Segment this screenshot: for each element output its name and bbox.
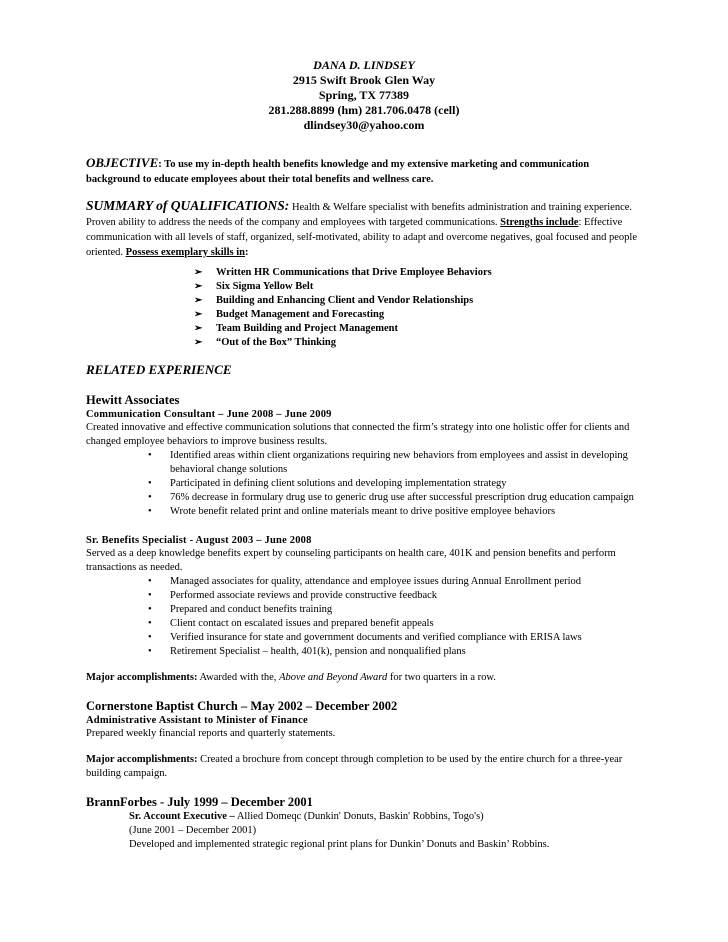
list-item	[148, 631, 642, 645]
role-clients: Allied Domeqc (Dunkin' Donuts, Baskin' Robbins, Togo's)	[234, 811, 484, 822]
skill-item	[190, 294, 642, 308]
role-communication-consultant: Communication Consultant – June 2008 – June 2009	[86, 409, 332, 420]
bullet-icon: •	[148, 478, 152, 489]
role-sr-benefits-specialist: Sr. Benefits Specialist - August 2003 – June 2008	[86, 535, 312, 546]
objective-title: OBJECTIVE	[86, 155, 159, 170]
list-item	[148, 505, 642, 519]
role-description: Developed and implemented strategic regional print plans for Dunkin’ Donuts and Baskin’ Robbins.	[129, 839, 550, 850]
bullet-icon: •	[148, 604, 152, 615]
bullet-icon: •	[148, 576, 152, 587]
role-sr-account-executive	[129, 810, 642, 824]
award-name: Above and Beyond Award	[279, 672, 388, 683]
skill-text: Six Sigma Yellow Belt	[216, 281, 314, 292]
bullet-icon: •	[148, 492, 152, 503]
skill-item	[190, 308, 642, 322]
objective-text: : To use my in-depth health benefits knowledge and my extensive marketing and communication background to educate employees about their total benefits and wellness care.	[86, 159, 590, 185]
list-item-text: Performed associate reviews and provide constructive feedback	[170, 590, 438, 601]
skill-item	[190, 280, 642, 294]
related-experience-title: RELATED EXPERIENCE	[86, 362, 232, 377]
role-administrative-assistant: Administrative Assistant to Minister of Finance	[86, 715, 308, 726]
accomplishments-text: Created a brochure from concept through completion to be used by the entire church for a three-year building campaign.	[86, 754, 623, 779]
skill-text: Budget Management and Forecasting	[216, 309, 385, 320]
bullet-icon: •	[148, 618, 152, 629]
skill-text: Building and Enhancing Client and Vendor Relationships	[216, 295, 474, 306]
skills-colon: :	[244, 247, 249, 258]
arrow-bullet-icon: ➢	[194, 337, 203, 348]
responsibilities-list	[86, 449, 642, 519]
address-line-1: 2915 Swift Brook Glen Way	[292, 73, 436, 87]
role-title: Sr. Account Executive –	[129, 811, 235, 822]
resume-page	[86, 58, 642, 852]
bullet-icon: •	[148, 450, 152, 461]
list-item-text: Participated in defining client solutions and developing implementation strategy	[170, 478, 507, 489]
accomplishments-label: Major accomplishments:	[86, 672, 198, 683]
accomplishments-text: Awarded with the,	[197, 672, 280, 683]
summary-title: SUMMARY of QUALIFICATIONS:	[86, 198, 290, 213]
company-cornerstone: Cornerstone Baptist Church – May 2002 – December 2002	[86, 699, 398, 713]
role-description: Served as a deep knowledge benefits expert by counseling participants on health care, 401K and pension benefits and perform transactions as needed.	[86, 548, 616, 573]
hewitt-accomplishments	[86, 671, 642, 685]
skill-item	[190, 322, 642, 336]
cornerstone-accomplishments	[86, 753, 642, 781]
list-item	[148, 589, 642, 603]
list-item	[148, 617, 642, 631]
list-item-text: Client contact on escalated issues and prepared benefit appeals	[170, 618, 434, 629]
list-item	[148, 603, 642, 617]
skill-text: “Out of the Box” Thinking	[216, 337, 337, 348]
role-description: Prepared weekly financial reports and quarterly statements.	[86, 728, 336, 739]
company-hewitt: Hewitt Associates	[86, 393, 180, 407]
phone-numbers: 281.288.8899 (hm) 281.706.0478 (cell)	[268, 103, 460, 117]
skills-list	[190, 266, 642, 350]
accomplishments-text: for two quarters in a row.	[387, 672, 496, 683]
skill-text: Team Building and Project Management	[216, 323, 399, 334]
skill-item	[190, 266, 642, 280]
summary-text-2: : Effective communication with all levels of staff, organized, self-motivated, ability to adapt and overcome negatives, goal focused and people oriented.	[86, 217, 637, 258]
list-item-text: Retirement Specialist – health, 401(k), pension and nonqualified plans	[170, 646, 466, 657]
list-item	[148, 477, 642, 491]
arrow-bullet-icon: ➢	[194, 309, 203, 320]
contact-header	[196, 58, 532, 133]
objective-section	[86, 155, 642, 187]
arrow-bullet-icon: ➢	[194, 295, 203, 306]
list-item-text: 76% decrease in formulary drug use to generic drug use after successful prescription drug education campaign	[170, 492, 634, 503]
role-description: Created innovative and effective communication solutions that connected the firm’s strategy into one holistic offer for clients and changed employee behaviors to improve business results.	[86, 422, 630, 447]
list-item-text: Prepared and conduct benefits training	[170, 604, 333, 615]
list-item	[148, 491, 642, 505]
skills-label: Possess exemplary skills in	[125, 247, 245, 258]
arrow-bullet-icon: ➢	[194, 323, 203, 334]
skill-item	[190, 336, 642, 350]
list-item-text: Managed associates for quality, attendance and employee issues during Annual Enrollment period	[170, 576, 582, 587]
list-item-text: Wrote benefit related print and online materials meant to drive positive employee behaviors	[170, 506, 556, 517]
strengths-label: Strengths include	[500, 217, 579, 228]
bullet-icon: •	[148, 506, 152, 517]
role-dates: (June 2001 – December 2001)	[129, 825, 257, 836]
summary-text-1: Health & Welfare specialist with benefits administration and training experience. Proven ability to address the needs of the company and employees with targeted communications.	[86, 202, 633, 228]
company-brannforbes: BrannForbes - July 1999 – December 2001	[86, 795, 313, 809]
bullet-icon: •	[148, 646, 152, 657]
list-item	[148, 575, 642, 589]
accomplishments-label: Major accomplishments:	[86, 754, 198, 765]
responsibilities-list	[86, 575, 642, 659]
bullet-icon: •	[148, 590, 152, 601]
summary-section	[86, 198, 642, 260]
list-item-text: Identified areas within client organizations requiring new behaviors from employees and assist in developing behavioral change solutions	[170, 450, 628, 475]
skill-text: Written HR Communications that Drive Employee Behaviors	[216, 267, 492, 278]
candidate-name: DANA D. LINDSEY	[313, 58, 415, 72]
arrow-bullet-icon: ➢	[194, 267, 203, 278]
list-item-text: Verified insurance for state and government documents and verified compliance with ERISA laws	[170, 632, 582, 643]
bullet-icon: •	[148, 632, 152, 643]
email-address: dlindsey30@yahoo.com	[303, 118, 425, 132]
list-item	[148, 645, 642, 659]
address-line-2: Spring, TX 77389	[318, 88, 410, 102]
arrow-bullet-icon: ➢	[194, 281, 203, 292]
list-item	[148, 449, 642, 477]
